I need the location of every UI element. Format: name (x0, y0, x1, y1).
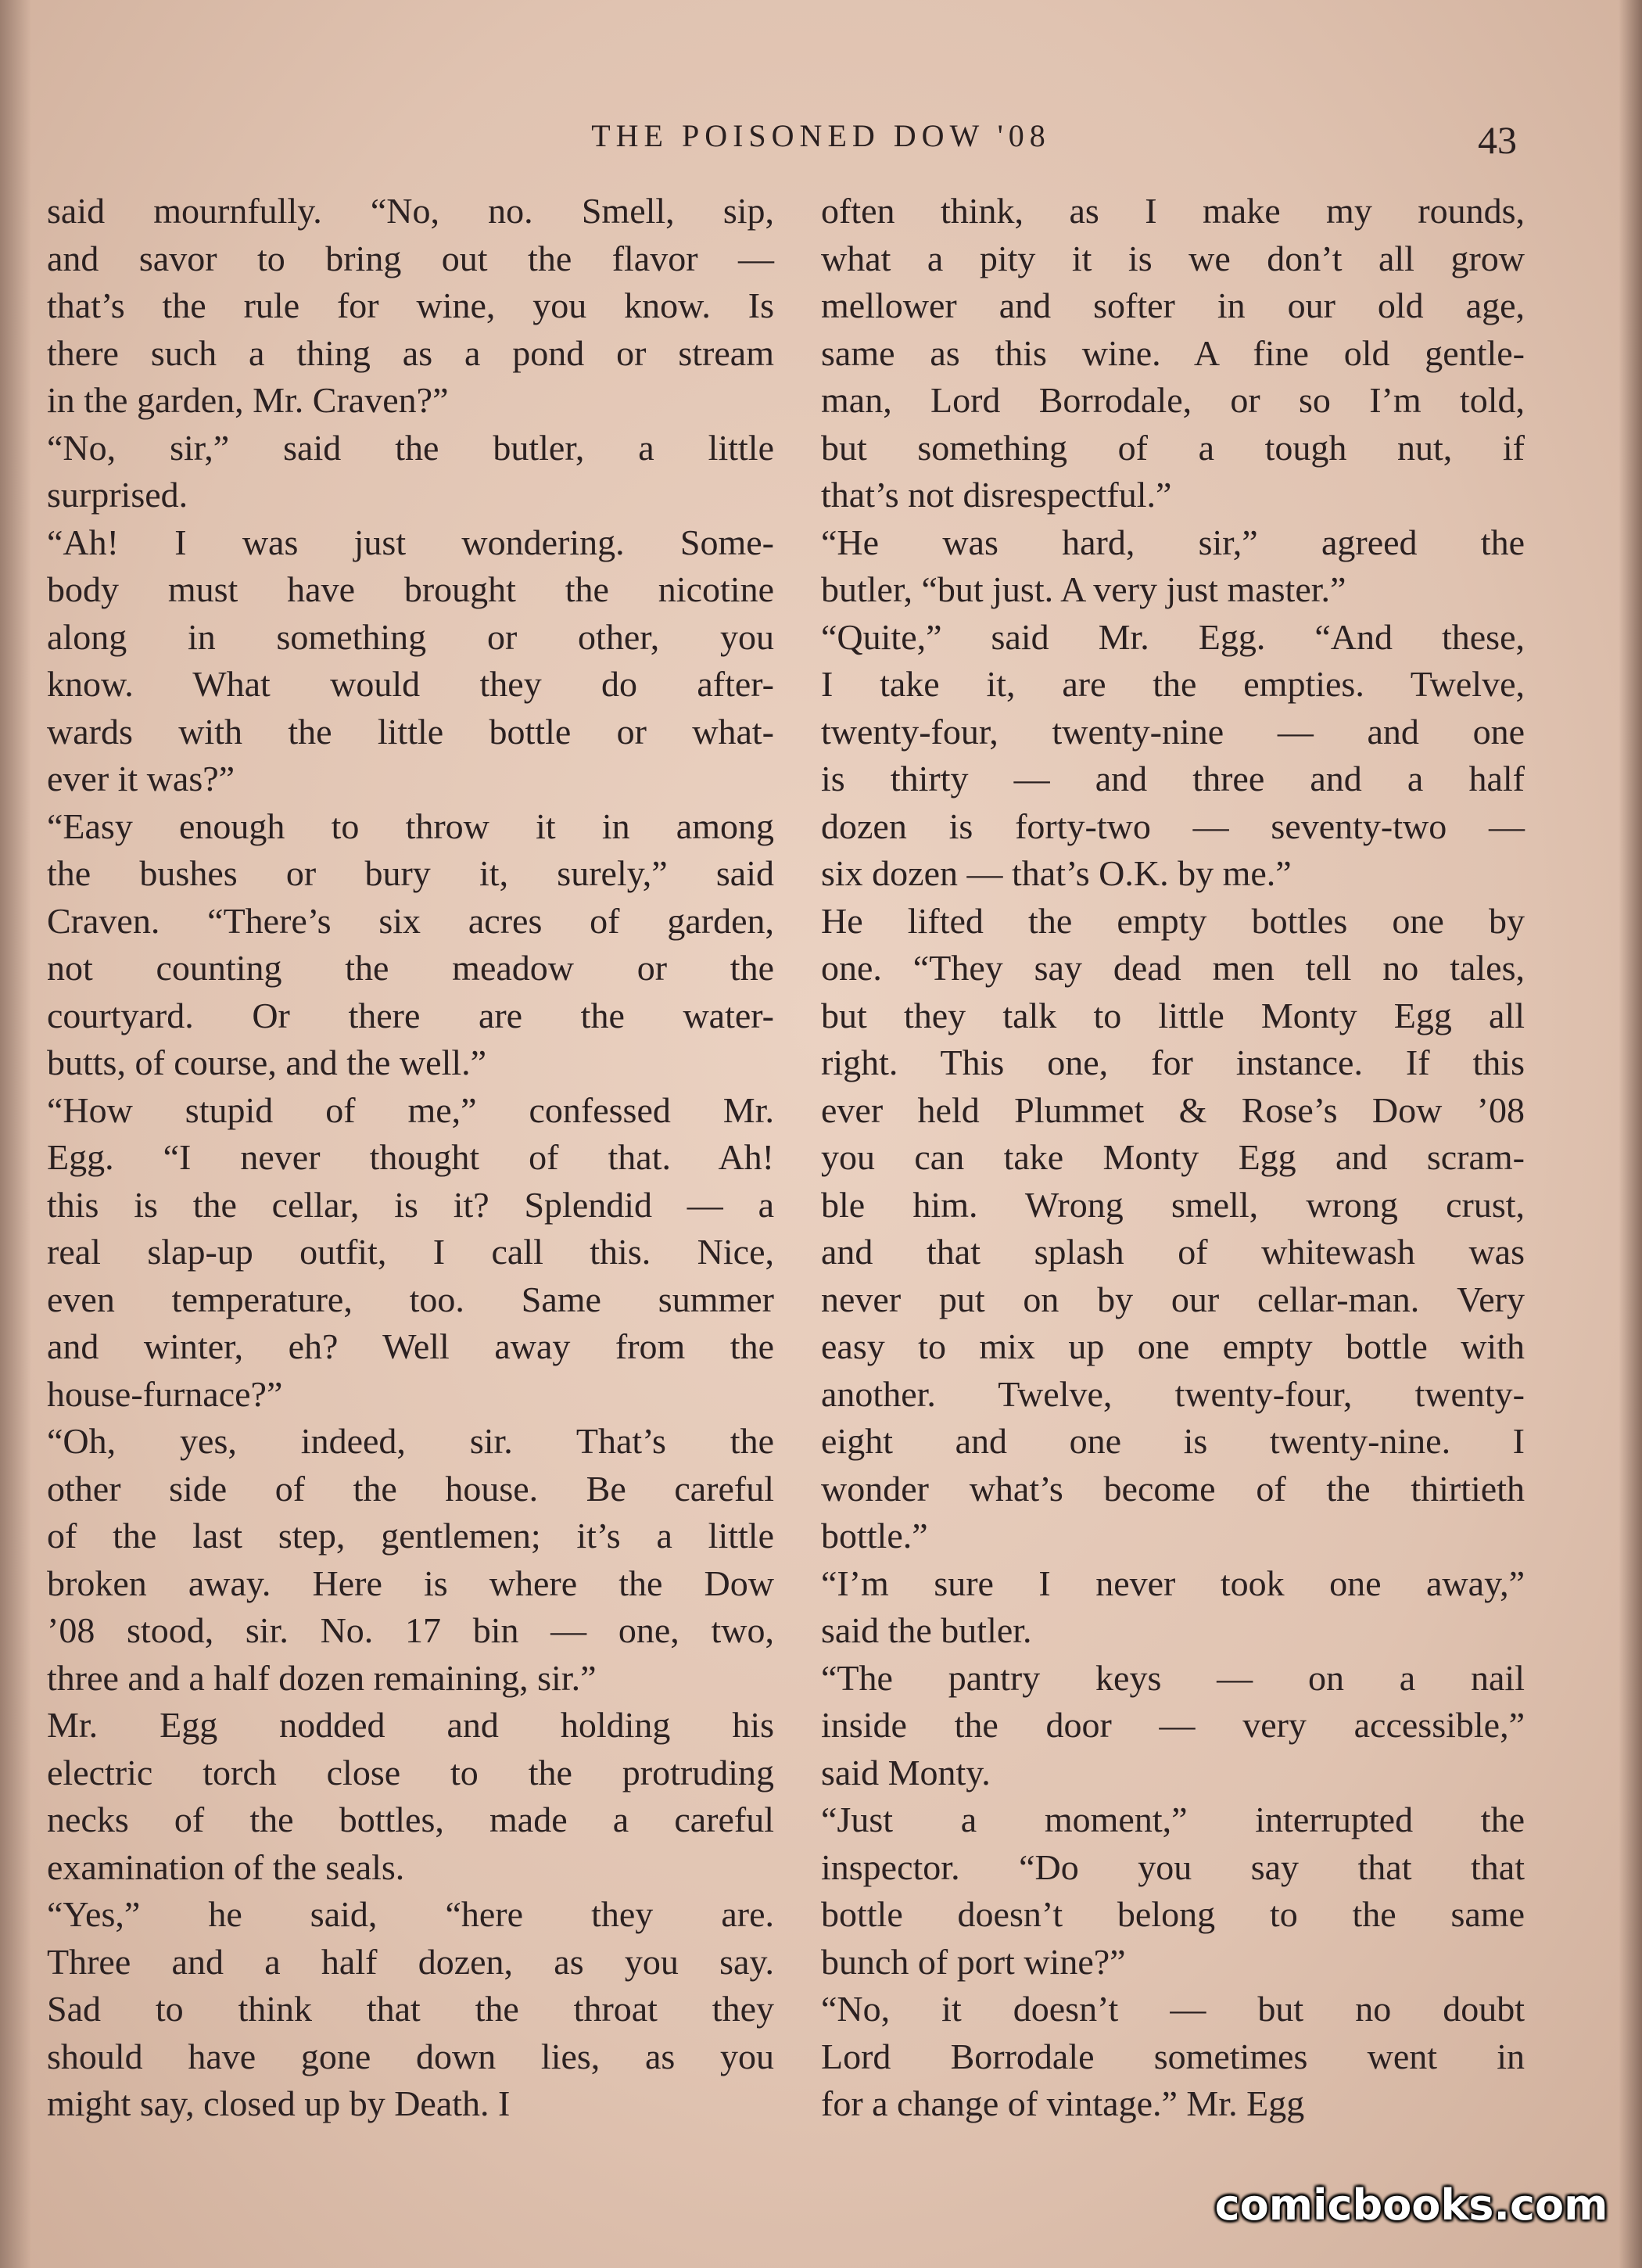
text-line: wards with the little bottle or what- (47, 711, 774, 752)
text-line: Lord Borrodale sometimes went in (821, 2036, 1525, 2076)
text-line: what a pity it is we don’t all grow (821, 238, 1525, 278)
text-line: easy to mix up one empty bottle with (821, 1326, 1525, 1366)
text-line: but they talk to little Monty Egg all (821, 995, 1525, 1035)
text-line: necks of the bottles, made a careful (47, 1800, 774, 1839)
text-line: body must have brought the nicotine (47, 569, 774, 609)
text-line: ble him. Wrong smell, wrong crust, (821, 1184, 1525, 1225)
page-edge-shadow (1619, 0, 1642, 2268)
text-line: “No, it doesn’t — but no doubt (821, 1989, 1525, 2029)
text-line: three and a half dozen remaining, sir.” (47, 1657, 597, 1698)
text-line: never put on by our cellar-man. Very (821, 1279, 1525, 1319)
text-line: “I’m sure I never took one away,” (821, 1563, 1525, 1603)
text-line: mellower and softer in our old age, (821, 285, 1525, 325)
text-line: ’08 stood, sir. No. 17 bin — one, two, (47, 1610, 774, 1650)
text-line: of the last step, gentlemen; it’s a little (47, 1516, 774, 1556)
text-line: wonder what’s become of the thirtieth (821, 1468, 1525, 1509)
text-line: even temperature, too. Same summer (47, 1279, 774, 1319)
text-line: and savor to bring out the flavor — (47, 238, 774, 278)
text-line: “Yes,” he said, “here they are. (47, 1894, 774, 1934)
text-line: inside the door — very accessible,” (821, 1705, 1525, 1745)
page-edge-shadow (0, 0, 31, 2268)
text-line: should have gone down lies, as you (47, 2036, 774, 2076)
text-line: along in something or other, you (47, 616, 774, 657)
text-line: “Just a moment,” interrupted the (821, 1800, 1525, 1839)
text-line: same as this wine. A fine old gentle- (821, 332, 1525, 373)
text-line: right. This one, for instance. If this (821, 1042, 1525, 1082)
text-line: dozen is forty-two — seventy-two — (821, 806, 1525, 846)
text-line: He lifted the empty bottles one by (821, 900, 1525, 941)
text-line: might say, closed up by Death. I (47, 2083, 511, 2123)
text-line: bottle.” (821, 1516, 928, 1556)
text-line: “Easy enough to throw it in among (47, 806, 774, 846)
text-line: other side of the house. Be careful (47, 1468, 774, 1509)
text-line: and that splash of whitewash was (821, 1232, 1525, 1272)
text-line: “Oh, yes, indeed, sir. That’s the (47, 1421, 774, 1461)
text-line: “How stupid of me,” confessed Mr. (47, 1089, 774, 1130)
text-line: not counting the meadow or the (47, 948, 774, 988)
text-line: Sad to think that the throat they (47, 1989, 774, 2029)
text-line: six dozen — that’s O.K. by me.” (821, 853, 1292, 893)
text-line: but something of a tough nut, if (821, 427, 1525, 468)
text-line: another. Twelve, twenty-four, twenty- (821, 1373, 1525, 1414)
text-line: real slap-up outfit, I call this. Nice, (47, 1232, 774, 1272)
text-line: ever it was?” (47, 759, 235, 798)
watermark: comicbooks.com (1214, 2180, 1608, 2230)
text-line: said Monty. (821, 1752, 991, 1793)
text-line: house-furnace?” (47, 1373, 283, 1414)
text-line: butts, of course, and the well.” (47, 1042, 487, 1082)
text-line: “No, sir,” said the butler, a little (47, 427, 774, 468)
text-line: said the butler. (821, 1610, 1032, 1650)
text-line: and winter, eh? Well away from the (47, 1326, 774, 1366)
text-line: eight and one is twenty-nine. I (821, 1421, 1525, 1461)
text-line: courtyard. Or there are the water- (47, 995, 774, 1035)
text-line: ever held Plummet & Rose’s Dow ’08 (821, 1089, 1525, 1130)
text-line: that’s the rule for wine, you know. Is (47, 285, 774, 325)
text-line: “Ah! I was just wondering. Some- (47, 522, 774, 562)
text-line: Egg. “I never thought of that. Ah! (47, 1137, 774, 1177)
text-line: twenty-four, twenty-nine — and one (821, 711, 1525, 752)
text-line: the bushes or bury it, surely,” said (47, 853, 774, 893)
text-line: you can take Monty Egg and scram- (821, 1137, 1525, 1177)
text-line: man, Lord Borrodale, or so I’m told, (821, 380, 1525, 420)
text-line: butler, “but just. A very just master.” (821, 569, 1346, 609)
running-head: THE POISONED DOW '08 (591, 118, 1051, 153)
text-line: there such a thing as a pond or stream (47, 332, 774, 373)
text-line: examination of the seals. (47, 1846, 405, 1887)
text-line: said mournfully. “No, no. Smell, sip, (47, 191, 774, 231)
text-line: Three and a half dozen, as you say. (47, 1941, 774, 1982)
text-column-right (821, 188, 1525, 2128)
text-line: for a change of vintage.” Mr. Egg (821, 2083, 1305, 2123)
text-line: one. “They say dead men tell no tales, (821, 948, 1525, 988)
text-line: that’s not disrespectful.” (821, 475, 1172, 515)
text-line: this is the cellar, is it? Splendid — a (47, 1184, 774, 1225)
text-line: “He was hard, sir,” agreed the (821, 522, 1525, 562)
text-column-left (47, 188, 774, 2128)
text-line: know. What would they do after- (47, 664, 774, 704)
text-line: is thirty — and three and a half (821, 759, 1525, 798)
text-line: electric torch close to the protruding (47, 1752, 774, 1793)
text-line: surprised. (47, 475, 188, 515)
text-line: bottle doesn’t belong to the same (821, 1894, 1525, 1934)
text-line: I take it, are the empties. Twelve, (821, 664, 1525, 704)
text-line: inspector. “Do you say that that (821, 1846, 1525, 1887)
text-line: broken away. Here is where the Dow (47, 1563, 774, 1603)
text-line: “Quite,” said Mr. Egg. “And these, (821, 616, 1525, 657)
text-line: Mr. Egg nodded and holding his (47, 1705, 774, 1745)
text-line: “The pantry keys — on a nail (821, 1657, 1525, 1698)
text-line: often think, as I make my rounds, (821, 191, 1525, 231)
text-line: in the garden, Mr. Craven?” (47, 380, 449, 420)
page-number: 43 (1478, 118, 1517, 162)
text-line: bunch of port wine?” (821, 1941, 1126, 1982)
text-line: Craven. “There’s six acres of garden, (47, 900, 774, 941)
